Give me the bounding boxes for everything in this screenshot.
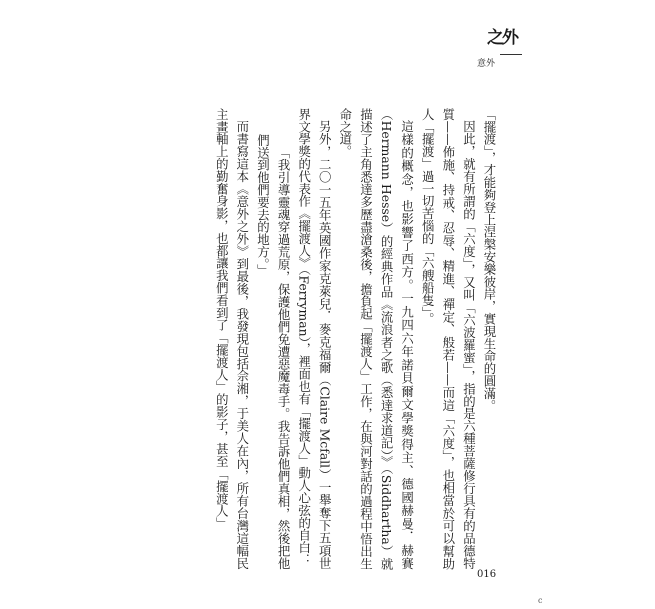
paragraph-2: 因此，就有所謂的「六度」，又叫「六波羅蜜」，指的是六種菩薩修行具有的品德特質——佈施、持戒、忍辱、精進、禪定、般若——而這「六度」，也相當於可以幫助人「擺渡」過一切苦惱的「六艘船隻」。 xyxy=(420,108,477,570)
corner-mark: c xyxy=(538,596,543,605)
paragraph-1: 「擺渡」，才能夠登上涅槃安樂彼岸，實現生命的圓滿。 xyxy=(482,108,497,412)
block-quote: 「我引導靈魂穿過荒原，保護他們免遭惡魔毒手。我告訴他們真相，然後把他們送到他們要去的地方。」 xyxy=(255,134,292,570)
header-divider xyxy=(500,54,522,55)
running-header-subtitle: 意外 xyxy=(477,59,496,69)
paragraph-4: 另外，二〇一五年英國作家克萊兒．麥克福爾（Claire Mcfall）一舉奪下五項世界文學獎的代表作《擺渡人》（Ferryman），裡面也有「擺渡人」動人心弦的自白： xyxy=(296,108,333,570)
page-number: 016 xyxy=(477,569,497,580)
vertical-text-body xyxy=(169,108,499,570)
running-header-title: 之外 xyxy=(487,28,517,48)
paragraph-5: 而書寫這本《意外之外》到最後，我發現包括佘湘，于美人在內，所有台灣這幅民主畫軸上的勤奮身影，也都讓我們看到了「擺渡人」的影子，甚至「擺渡人」 xyxy=(214,108,250,570)
paragraph-3: 這樣的概念，也影響了西方。一九四六年諾貝爾文學獎得主、德國赫曼．赫賽（Hermann Hesse）的經典作品《流浪者之歌（悉達求道記）》（Siddhartha）就描述了主角悉達多歷盡滄桑後，擔負起「擺渡人」工作，在與河對話的過程中悟出生命之道。 xyxy=(337,108,415,570)
